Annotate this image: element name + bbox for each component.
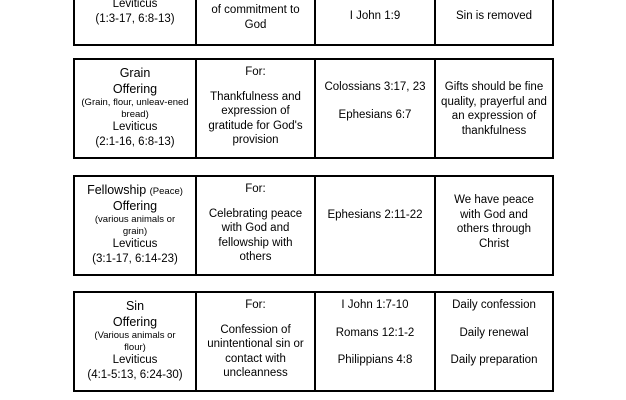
scripture-ref: I John 1:7-10 [341, 299, 409, 311]
offering-name-cell [75, 60, 195, 157]
meaning-text: Daily preparation [450, 354, 538, 366]
offering-materials: (various animals or grain) [94, 214, 176, 237]
meaning-cell [434, 0, 552, 44]
purpose-text: Confession of unintentional sin or contact with uncleanness [207, 323, 304, 379]
purpose-cell [195, 0, 314, 44]
purpose-label: For: [245, 183, 266, 195]
book-label: Leviticus [112, 121, 158, 133]
offering-name-line2: Offering [112, 82, 158, 96]
meaning-text: Daily confession [452, 299, 536, 311]
meaning-text: Gifts should be fine quality, prayerful and an expression of thankfulness [441, 81, 547, 137]
book-label: Leviticus [112, 238, 158, 250]
offering-row-sin [73, 291, 554, 392]
scripture-ref: Colossians 3:17, 23 [324, 81, 426, 93]
purpose-label: For: [245, 299, 266, 311]
offering-materials: (Various animals or flour) [94, 330, 176, 353]
offering-name-line2: Offering [112, 199, 158, 213]
offering-name [75, 182, 195, 198]
offering-name-note: (Peace) [149, 186, 183, 197]
scripture-refs: (1:3-17, 6:8-13) [95, 12, 175, 25]
scripture-ref: Romans 12:1-2 [335, 326, 415, 339]
offering-name-cell [75, 177, 195, 274]
offering-name: Grain [119, 66, 151, 80]
meaning-cell [434, 177, 552, 274]
scripture-ref: I John 1:9 [349, 10, 401, 22]
purpose-text: Celebrating peace with God and fellowship with others [208, 207, 303, 263]
scripture-cell [314, 293, 434, 390]
scripture-cell [314, 60, 434, 157]
offering-row-burnt [73, 0, 554, 46]
purpose-text: Thankfulness and expression of gratitude for God's provision [208, 90, 303, 146]
scripture-refs: (3:1-17, 6:14-23) [92, 252, 178, 265]
purpose-cell [195, 60, 314, 157]
offering-name-line2: Offering [112, 315, 158, 329]
meaning-text: Sin is removed [455, 10, 533, 22]
meaning-cell [434, 293, 552, 390]
purpose-label: For: [245, 66, 266, 78]
purpose-line: God [244, 18, 267, 31]
book-label: Leviticus [112, 0, 158, 10]
scripture-ref: Philippians 4:8 [337, 354, 413, 366]
offering-row-fellowship [73, 175, 554, 276]
offering-name-main: Fellowship [87, 183, 147, 197]
purpose-cell [195, 177, 314, 274]
scripture-cell [314, 177, 434, 274]
meaning-cell [434, 60, 552, 157]
scripture-ref: Ephesians 6:7 [338, 108, 412, 121]
scripture-refs: (2:1-16, 6:8-13) [95, 135, 175, 148]
meaning-text: Daily renewal [459, 326, 529, 339]
offering-materials: (Grain, flour, unleav-ened bread) [81, 97, 189, 120]
offering-row-grain [73, 58, 554, 159]
offering-name: Sin [125, 299, 145, 313]
book-label: Leviticus [112, 354, 158, 366]
scripture-refs: (4:1-5:13, 6:24-30) [87, 368, 183, 381]
offering-name-cell [75, 0, 195, 44]
meaning-text: We have peace with God and others through Christ [454, 194, 534, 250]
scripture-ref: Ephesians 2:11-22 [327, 209, 423, 221]
scripture-cell [314, 0, 434, 44]
purpose-cell [195, 293, 314, 390]
offering-name-cell [75, 293, 195, 390]
purpose-line: of commitment to [211, 4, 300, 16]
